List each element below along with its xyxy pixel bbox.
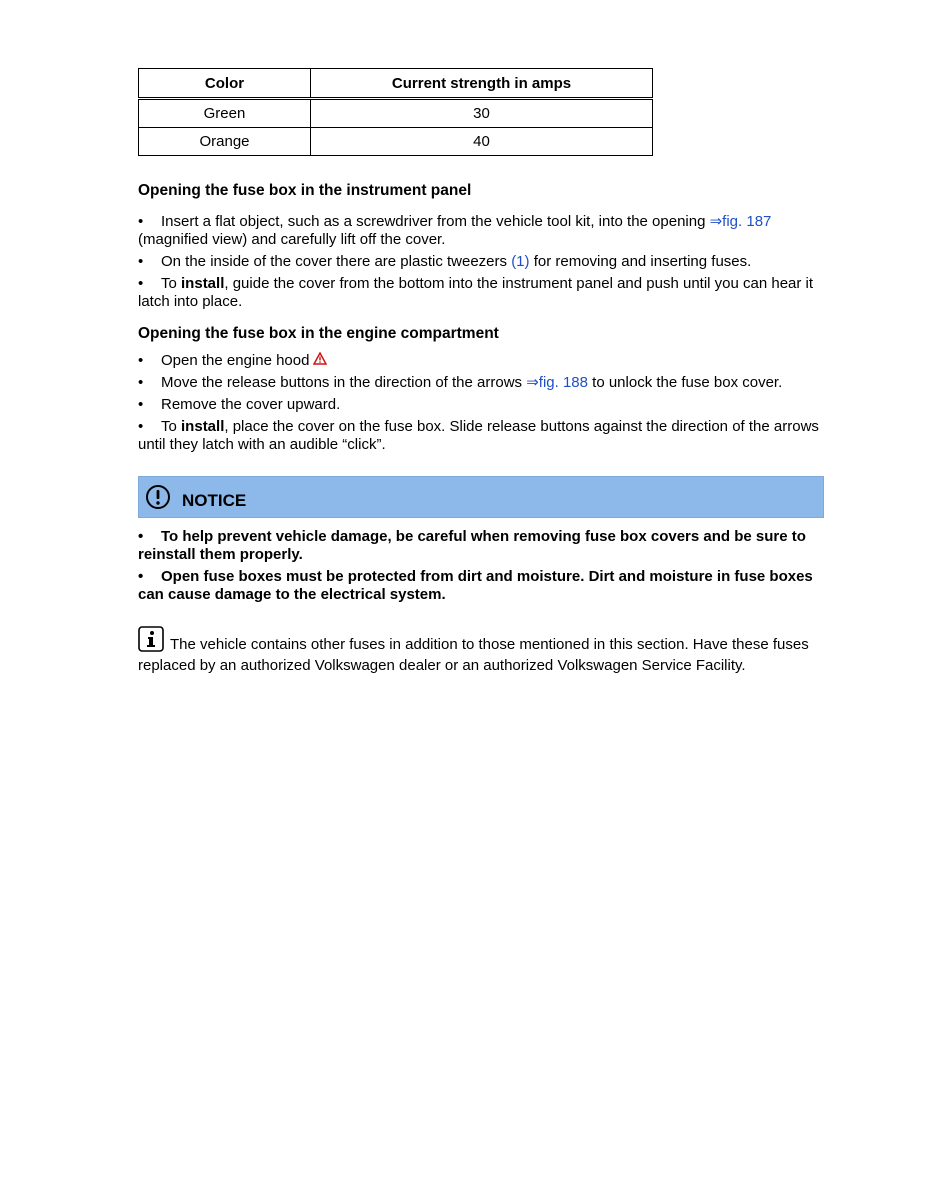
info-note	[138, 626, 824, 675]
table-cell: Green	[139, 99, 311, 128]
list-item-text: to unlock the fuse box cover.	[587, 374, 783, 391]
list-item	[138, 528, 824, 564]
list-item-text: Insert a flat object, such as a screwdriver from the vehicle tool kit, into the opening	[161, 213, 710, 230]
list-item	[138, 253, 824, 271]
bullet-icon: •	[138, 418, 144, 435]
warning-triangle-icon[interactable]	[313, 353, 327, 368]
list-item-text: On the inside of the cover there are plastic tweezers	[161, 253, 512, 270]
info-text: The vehicle contains other fuses in addition to those mentioned in this section. Have these fuses replaced by an authorized Volkswagen dealer or an authorized Volkswagen Service Facility.	[138, 636, 809, 674]
table-row	[139, 99, 653, 128]
notice-text: Open fuse boxes must be protected from dirt and moisture. Dirt and moisture in fuse boxes can cause damage to the electrical system.	[138, 568, 813, 603]
bullet-icon: •	[138, 568, 144, 585]
list-item	[138, 213, 824, 249]
instrument-panel-steps	[138, 213, 824, 311]
list-item-text: Open the engine hood	[161, 352, 310, 369]
notice-list	[138, 528, 824, 604]
bullet-icon: •	[138, 374, 144, 391]
page-content	[138, 68, 824, 675]
table-cell: 40	[311, 128, 653, 156]
bullet-icon: •	[138, 275, 144, 292]
fig-188-link[interactable]: ⇒fig. 188	[526, 374, 588, 391]
bold-keyword: install	[181, 275, 225, 292]
bold-keyword: install	[181, 418, 225, 435]
list-item	[138, 374, 824, 392]
list-item	[138, 275, 824, 311]
table-header-current: Current strength in amps	[311, 69, 653, 99]
table-header-color: Color	[139, 69, 311, 99]
tweezers-ref-link[interactable]: (1)	[511, 253, 530, 270]
list-item-text: for removing and inserting fuses.	[529, 253, 752, 270]
bullet-icon: •	[138, 396, 144, 413]
notice-text: To help prevent vehicle damage, be careful when removing fuse box covers and be sure to reinstall them properly.	[138, 528, 806, 563]
list-item-text: , guide the cover from the bottom into the instrument panel and push until you can hear it latch into place.	[138, 275, 814, 310]
list-item	[138, 396, 824, 414]
info-icon	[138, 626, 164, 657]
list-item	[138, 568, 824, 604]
list-item-text: , place the cover on the fuse box. Slide release buttons against the direction of the arrows until they latch with an audible “click”.	[138, 418, 819, 453]
list-item-text: Move the release buttons in the direction of the arrows	[161, 374, 527, 391]
table-cell: 30	[311, 99, 653, 128]
table-row	[139, 128, 653, 156]
list-item-text: Remove the cover upward.	[161, 396, 341, 413]
section-heading-instrument-panel: Opening the fuse box in the instrument panel	[138, 182, 472, 199]
bullet-icon: •	[138, 528, 144, 545]
table-cell: Orange	[139, 128, 311, 156]
fig-187-link[interactable]: ⇒fig. 187	[709, 213, 772, 230]
fuse-color-table	[138, 68, 653, 156]
exclamation-circle-icon	[145, 484, 171, 510]
engine-compartment-steps	[138, 352, 824, 454]
list-item	[138, 352, 824, 370]
bullet-icon: •	[138, 253, 144, 270]
list-item-text: To	[161, 418, 182, 435]
notice-title: NOTICE	[182, 491, 247, 510]
section-heading-engine-compartment: Opening the fuse box in the engine compartment	[138, 325, 499, 342]
list-item-text: To	[161, 275, 182, 292]
bullet-icon: •	[138, 352, 144, 369]
bullet-icon: •	[138, 213, 144, 230]
notice-banner	[138, 476, 824, 518]
table-header-row	[139, 69, 653, 99]
list-item-text: (magnified view) and carefully lift off the cover.	[138, 231, 446, 248]
list-item	[138, 418, 824, 454]
